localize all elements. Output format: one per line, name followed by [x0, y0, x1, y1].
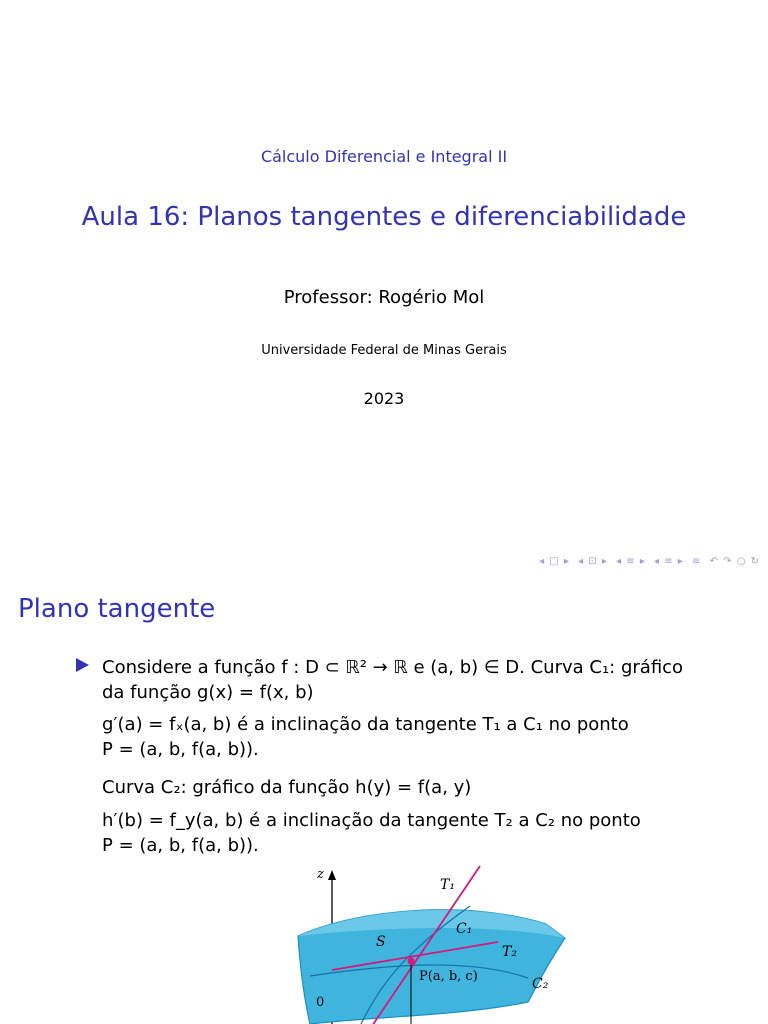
content-slide — [0, 578, 768, 1024]
text-line-3: g′(a) = fₓ(a, b) é a inclinação da tangente T₁ a C₁ no ponto — [102, 714, 629, 735]
label-origin: 0 — [316, 995, 325, 1010]
text-line-2: da função g(x) = f(x, b) — [102, 682, 314, 703]
course-name: Cálculo Diferencial e Integral II — [260, 147, 508, 166]
author: Professor: Rogério Mol — [283, 287, 485, 308]
beamer-navigation-bar — [535, 556, 760, 567]
nav-section-icon[interactable]: ◂ ≡ ▸ — [616, 556, 646, 567]
label-t2: T₂ — [502, 944, 517, 960]
label-point-p: P(a, b, c) — [419, 969, 478, 984]
nav-document-icon[interactable]: ◂ ≡ ▸ — [654, 556, 684, 567]
nav-subsection-icon[interactable]: ◂ ⊡ ▸ — [578, 556, 608, 567]
frame-title: Plano tangente — [18, 594, 216, 624]
text-line-6: h′(b) = f_y(a, b) é a inclinação da tangente T₂ a C₂ no ponto — [102, 810, 641, 831]
text-line-5: Curva C₂: gráfico da função h(y) = f(a, y) — [102, 777, 472, 798]
institution: Universidade Federal de Minas Gerais — [261, 343, 507, 358]
text-line-4: P = (a, b, f(a, b)). — [102, 739, 259, 760]
label-s: S — [376, 934, 386, 950]
lecture-title: Aula 16: Planos tangentes e diferenciabilidade — [81, 202, 687, 232]
text-line-7: P = (a, b, f(a, b)). — [102, 835, 259, 856]
bullet-triangle-icon — [76, 658, 89, 672]
label-z: z — [317, 867, 324, 882]
label-t1: T₁ — [440, 877, 455, 893]
point-p-marker — [408, 958, 415, 965]
tangent-plane-figure — [270, 866, 590, 1024]
nav-frame-icon[interactable]: ◂ □ ▸ — [539, 556, 570, 567]
text-line-1: Considere a função f : D ⊂ ℝ² → ℝ e (a, b) ∈ D. Curva C₁: gráfico — [102, 657, 684, 678]
nav-appendix-icon[interactable]: ≡ — [692, 556, 702, 567]
z-axis-arrow-icon — [328, 870, 336, 880]
nav-search-icon[interactable]: ↶ ↷ ○ ↻ — [709, 556, 760, 567]
label-c2: C₂ — [532, 976, 549, 992]
year: 2023 — [363, 389, 405, 408]
label-c1: C₁ — [456, 921, 473, 937]
